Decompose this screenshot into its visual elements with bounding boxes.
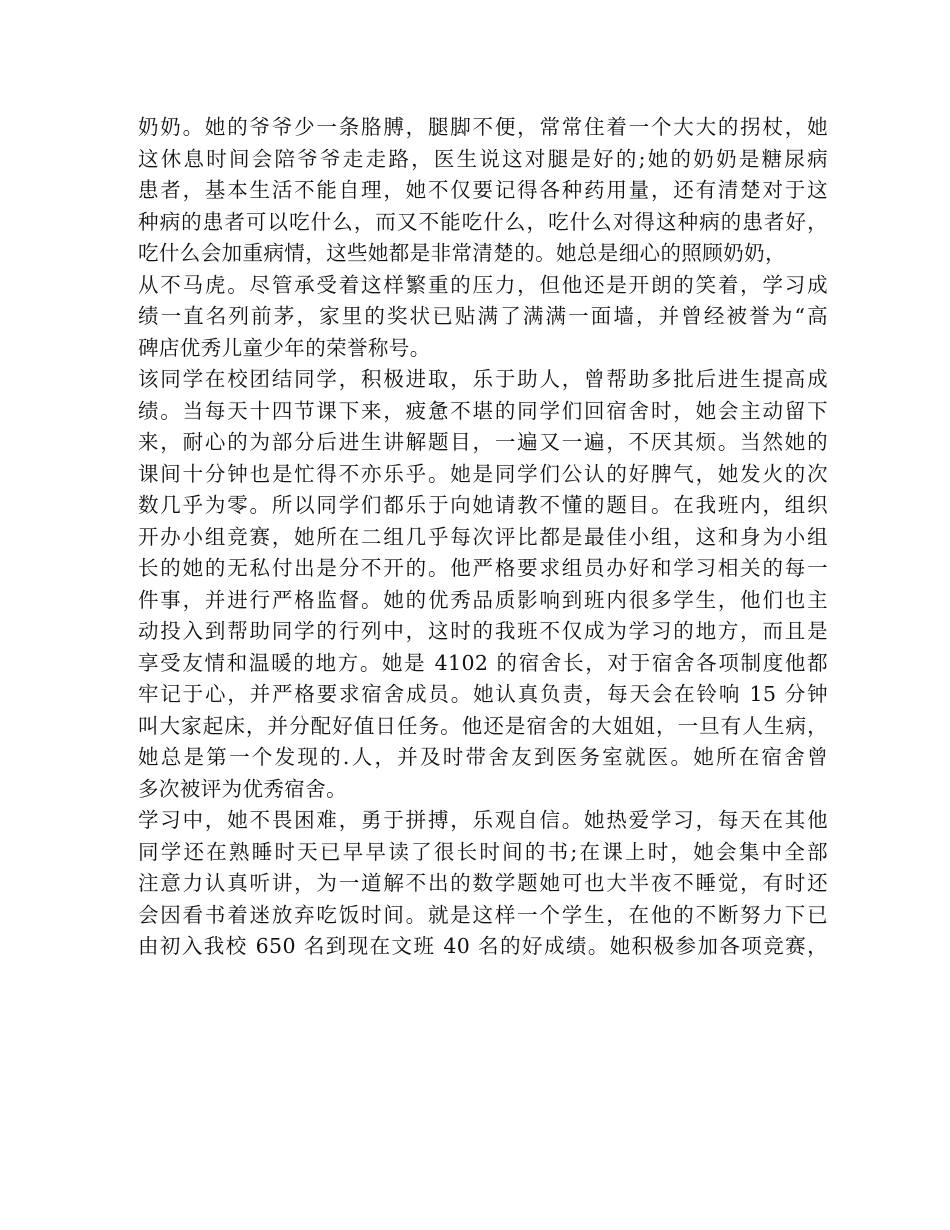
text-line: 课间十分钟也是忙得不亦乐乎。她是同学们公认的好脾气，她发火的次: [138, 461, 828, 486]
text-line: 注意力认真听讲，为一道解不出的数学题她可也大半夜不睡觉，有时还: [138, 871, 828, 895]
text-line: 动投入到帮助同学的行列中，这时的我班不仅成为学习的地方，而且是: [138, 619, 828, 643]
text-line: 享受友情和温暖的地方。她是 4102 的宿舍长，对于宿舍各项制度他都: [138, 650, 828, 675]
text-line: 学习中，她不畏困难，勇于拼搏，乐观自信。她热爱学习，每天在其他: [138, 808, 828, 832]
text-line: 多次被评为优秀宿舍。: [138, 776, 347, 801]
text-line: 件事，并进行严格监督。她的优秀品质影响到班内很多学生，他们也主: [138, 587, 828, 612]
text-line: 绩一直名列前茅，家里的奖状已贴满了满满一面墙，并曾经被誉为“高: [138, 304, 828, 328]
text-line: 患者，基本生活不能自理，她不仅要记得各种药用量，还有清楚对于这: [138, 178, 828, 202]
text-line: 开办小组竞赛，她所在二组几乎每次评比都是最佳小组，这和身为小组: [138, 524, 828, 549]
text-line: 牢记于心，并严格要求宿舍成员。她认真负责，每天会在铃响 15 分钟: [138, 682, 828, 706]
text-line: 绩。当每天十四节课下来，疲惫不堪的同学们回宿舍时，她会主动留下: [138, 398, 828, 423]
text-line: 碑店优秀儿童少年的荣誉称号。: [138, 335, 431, 360]
text-line: 长的她的无私付出是分不开的。他严格要求组员办好和学习相关的每一: [138, 556, 828, 580]
text-line: 叫大家起床，并分配好值日任务。他还是宿舍的大姐姐，一旦有人生病，: [138, 713, 828, 738]
text-line: 同学还在熟睡时天已早早读了很长时间的书;在课上时，她会集中全部: [138, 839, 828, 864]
text-line: 这休息时间会陪爷爷走走路，医生说这对腿是好的;她的奶奶是糖尿病: [138, 146, 828, 171]
text-line: 来，耐心的为部分后进生讲解题目，一遍又一遍，不厌其烦。当然她的: [138, 430, 828, 454]
text-line: 她总是第一个发现的.人，并及时带舍友到医务室就医。她所在宿舍曾: [138, 745, 828, 769]
text-line: 种病的患者可以吃什么，而又不能吃什么，吃什么对得这种病的患者好，: [138, 209, 828, 234]
text-line: 吃什么会加重病情，这些她都是非常清楚的。她总是细心的照顾奶奶，: [138, 241, 786, 265]
document-body: [138, 112, 828, 963]
text-line: 由初入我校 650 名到现在文班 40 名的好成绩。她积极参加各项竞赛，: [138, 934, 828, 958]
text-line: 会因看书着迷放弃吃饭时间。就是这样一个学生，在他的不断努力下已: [138, 902, 828, 927]
text-line: 该同学在校团结同学，积极进取，乐于助人，曾帮助多批后进生提高成: [138, 367, 828, 391]
text-line: 奶奶。她的爷爷少一条胳膊，腿脚不便，常常住着一个大大的拐杖，她: [138, 115, 828, 139]
text-line: 数几乎为零。所以同学们都乐于向她请教不懂的题目。在我班内，组织: [138, 493, 828, 517]
text-line: 从不马虎。尽管承受着这样繁重的压力，但他还是开朗的笑着，学习成: [138, 272, 828, 297]
